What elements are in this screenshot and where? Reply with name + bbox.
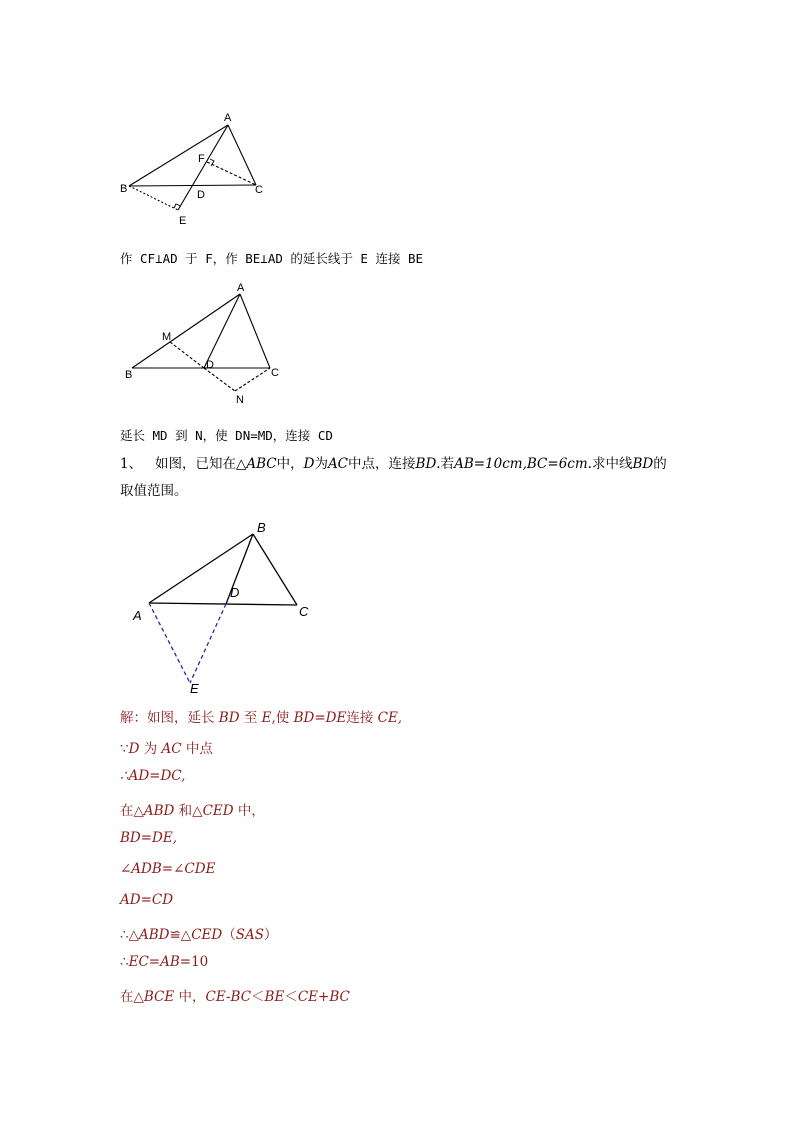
segment-cf bbox=[207, 162, 256, 185]
problem-text: .若 bbox=[436, 456, 455, 472]
solution-line-4: 在△ABD 和△CED 中， bbox=[120, 803, 265, 819]
label-b: B bbox=[257, 520, 266, 535]
label-n: N bbox=[236, 394, 244, 406]
segment-nc bbox=[235, 368, 270, 391]
label-a: A bbox=[133, 608, 142, 623]
problem-point-d: D bbox=[303, 456, 315, 472]
segment-de bbox=[190, 604, 226, 683]
problem-statement bbox=[120, 451, 680, 505]
label-d: D bbox=[206, 359, 214, 371]
solution-line-7: AD=CD bbox=[120, 892, 174, 908]
solution-line-1: 解：如图，延长 BD 至 E,使 BD=DE连接 CE, bbox=[120, 710, 403, 726]
segment-ab bbox=[132, 294, 240, 368]
problem-number: 1、 bbox=[120, 456, 143, 472]
label-e: E bbox=[190, 681, 199, 696]
figure-1-diagram bbox=[118, 108, 278, 233]
solution-line-3: ∴AD=DC, bbox=[120, 768, 186, 784]
label-c: C bbox=[271, 367, 279, 379]
figure-2-caption: 延长 MD 到 N，使 DN=MD，连接 CD bbox=[120, 428, 333, 443]
label-d: D bbox=[230, 585, 240, 600]
segment-ac bbox=[240, 294, 270, 368]
segment-ac bbox=[149, 603, 297, 605]
problem-segment-ac: AC bbox=[327, 456, 349, 472]
figure-2-diagram bbox=[118, 280, 293, 410]
solution-line-8: ∴△ABD≌△CED（SAS） bbox=[120, 927, 278, 943]
problem-triangle: △ABC bbox=[235, 456, 277, 472]
problem-segment-bd: BD bbox=[632, 456, 654, 472]
segment-ad bbox=[204, 294, 240, 368]
label-m: M bbox=[162, 331, 172, 343]
solution-line-5: BD=DE, bbox=[120, 830, 178, 846]
segment-be bbox=[129, 186, 178, 210]
label-a: A bbox=[224, 112, 232, 124]
segment-ab bbox=[129, 125, 228, 186]
problem-segment-bd: BD bbox=[415, 456, 437, 472]
problem-text: 中点，连接 bbox=[348, 456, 416, 472]
label-c: C bbox=[299, 604, 309, 619]
solution-line-9: ∴EC=AB=10 bbox=[120, 954, 209, 970]
label-b: B bbox=[120, 183, 128, 195]
problem-condition: AB=10cm,BC=6cm bbox=[454, 456, 588, 472]
label-c: C bbox=[255, 184, 263, 196]
label-d: D bbox=[197, 189, 205, 201]
problem-text: 的取值范围。 bbox=[120, 456, 667, 499]
solution-line-6: ∠ADB=∠CDE bbox=[120, 861, 216, 877]
label-f: F bbox=[198, 153, 205, 165]
solution-line-10: 在△BCE 中，CE-BC＜BE＜CE+BC bbox=[120, 989, 350, 1005]
segment-dn bbox=[204, 368, 235, 391]
label-e: E bbox=[179, 215, 187, 227]
figure-1-caption: 作 CF⊥AD 于 F，作 BE⊥AD 的延长线于 E 连接 BE bbox=[120, 251, 424, 266]
segment-bc bbox=[253, 534, 297, 605]
solution-line-2: ∵D 为 AC 中点 bbox=[120, 741, 213, 757]
problem-text: 中， bbox=[276, 456, 304, 472]
problem-text: 为 bbox=[314, 456, 328, 472]
problem-text: 如图，已知在 bbox=[154, 456, 236, 472]
segment-md bbox=[170, 342, 204, 368]
label-a: A bbox=[237, 282, 245, 294]
problem-text: .求中线 bbox=[587, 456, 633, 472]
segment-ac bbox=[228, 125, 256, 185]
figure-3-diagram bbox=[125, 515, 325, 700]
segment-ae bbox=[149, 603, 190, 683]
label-b: B bbox=[125, 369, 133, 381]
